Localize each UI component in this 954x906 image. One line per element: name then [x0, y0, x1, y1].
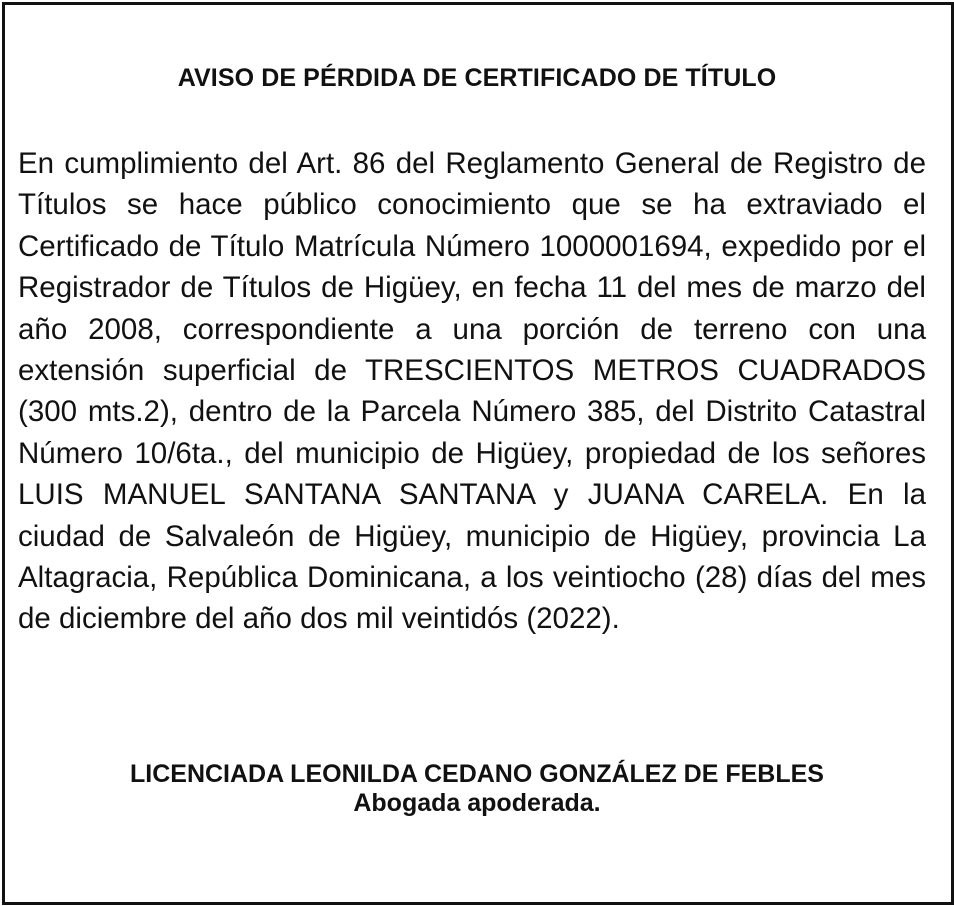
notice-body-text: En cumplimiento del Art. 86 del Reglamento General de Registro de Títulos se hace público conocimiento que se ha extraviado el Certificado de Título Matrícula Número 1000001694, expedido por el Registrador de Títulos de Higüey, en fecha 11 del mes de marzo del año 2008, correspondiente a una porción de terreno con una extensión superficial de TRESCIENTOS METROS CUADRADOS (300 mts.2), dentro de la Parcela Número 385, del Distrito Catastral Número 10/6ta., del municipio de Higüey, propiedad de los señores LUIS MANUEL SANTANA SANTANA y JUANA CARELA. En la ciudad de Salvaleón de Higüey, municipio de Higüey, provincia La Altagracia, República Dominicana, a los veintiocho (28) días del mes de diciembre del año dos mil veintidós (2022). — [18, 147, 926, 636]
signatory-name: LICENCIADA LEONILDA CEDANO GONZÁLEZ DE FEBLES — [130, 760, 824, 788]
signatory-role: Abogada apoderada. — [353, 789, 601, 817]
notice-title: AVISO DE PÉRDIDA DE CERTIFICADO DE TÍTULO — [177, 64, 777, 92]
signature-block — [0, 760, 954, 818]
